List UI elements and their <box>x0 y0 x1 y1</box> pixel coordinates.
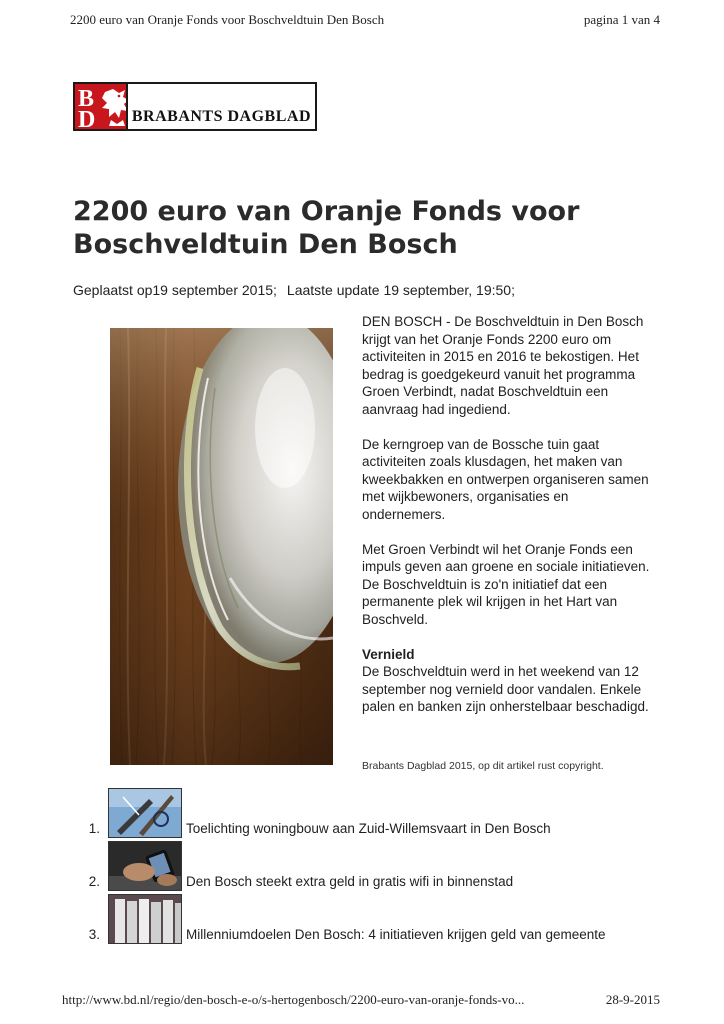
article-paragraph: De Boschveldtuin werd in het weekend van 12 september nog vernield door vandalen. Enkele palen en banken zijn onherstelbaar beschadigd. <box>362 664 649 715</box>
article-paragraph: De kerngroep van de Bossche tuin gaat activiteiten zoals klusdagen, het maken van kweekbakken en ontwerpen organiseren samen met wijkbewoners, organisaties en ondernemers. <box>362 436 649 522</box>
article-paragraph: DEN BOSCH - De Boschveldtuin in Den Bosch krijgt van het Oranje Fonds 2200 euro om activiteiten in 2015 en 2016 te bekostigen. Het bedrag is goedgekeurd vanuit het programma Groen Verbindt, nadat Boschveldtuin een aanvraag had ingediend. <box>362 314 644 417</box>
glass-bowl-photo <box>110 328 333 765</box>
article-subheading: Vernield <box>362 646 415 662</box>
logo-monogram-d: D <box>78 107 96 129</box>
print-footer-date: 28-9-2015 <box>605 992 660 1007</box>
logo-brand-name: BRABANTS DAGBLAD <box>131 108 311 125</box>
smartphone-thumbnail[interactable] <box>108 841 182 891</box>
print-header <box>70 12 660 28</box>
print-header-title: 2200 euro van Oranje Fonds voor Boschveldtuin Den Bosch <box>70 12 385 27</box>
documents-thumbnail[interactable] <box>108 894 182 944</box>
related-article-item[interactable] <box>80 894 680 944</box>
article-headline: 2200 euro van Oranje Fonds voor Boschveldtuin Den Bosch <box>73 196 580 260</box>
article-meta <box>73 282 515 298</box>
copyright-notice: Brabants Dagblad 2015, op dit artikel rust copyright. <box>362 760 604 772</box>
lion-emblem-icon <box>75 84 128 129</box>
related-article-item[interactable] <box>80 788 680 838</box>
posted-date: Geplaatst op19 september 2015; <box>73 282 277 298</box>
print-header-page: pagina 1 van 4 <box>583 12 660 27</box>
print-footer-url: http://www.bd.nl/regio/den-bosch-e-o/s-hertogenbosch/2200-euro-van-oranje-fonds-vo... <box>62 992 525 1007</box>
related-article-number: 1. <box>88 821 100 836</box>
updated-date: Laatste update 19 september, 19:50; <box>286 282 515 298</box>
article-body <box>362 313 652 733</box>
logo-monogram-b: B <box>78 86 95 112</box>
related-article-link[interactable]: Millenniumdoelen Den Bosch: 4 initiatieven krijgen geld van gemeente <box>186 927 606 942</box>
related-article-item[interactable] <box>80 841 680 891</box>
brabants-dagblad-logo[interactable] <box>73 82 317 131</box>
related-article-link[interactable]: Den Bosch steekt extra geld in gratis wifi in binnenstad <box>186 874 514 889</box>
drawing-tools-thumbnail[interactable] <box>108 788 182 838</box>
related-article-number: 3. <box>88 927 100 942</box>
related-article-number: 2. <box>88 874 100 889</box>
article-paragraph: Met Groen Verbindt wil het Oranje Fonds een impuls geven aan groene en sociale initiatieven. De Boschveldtuin is zo'n initiatief dat een permanente plek wil krijgen in het Hart van Boschveld. <box>362 541 650 627</box>
print-footer <box>62 992 660 1008</box>
related-article-link[interactable]: Toelichting woningbouw aan Zuid-Willemsvaart in Den Bosch <box>186 821 551 836</box>
